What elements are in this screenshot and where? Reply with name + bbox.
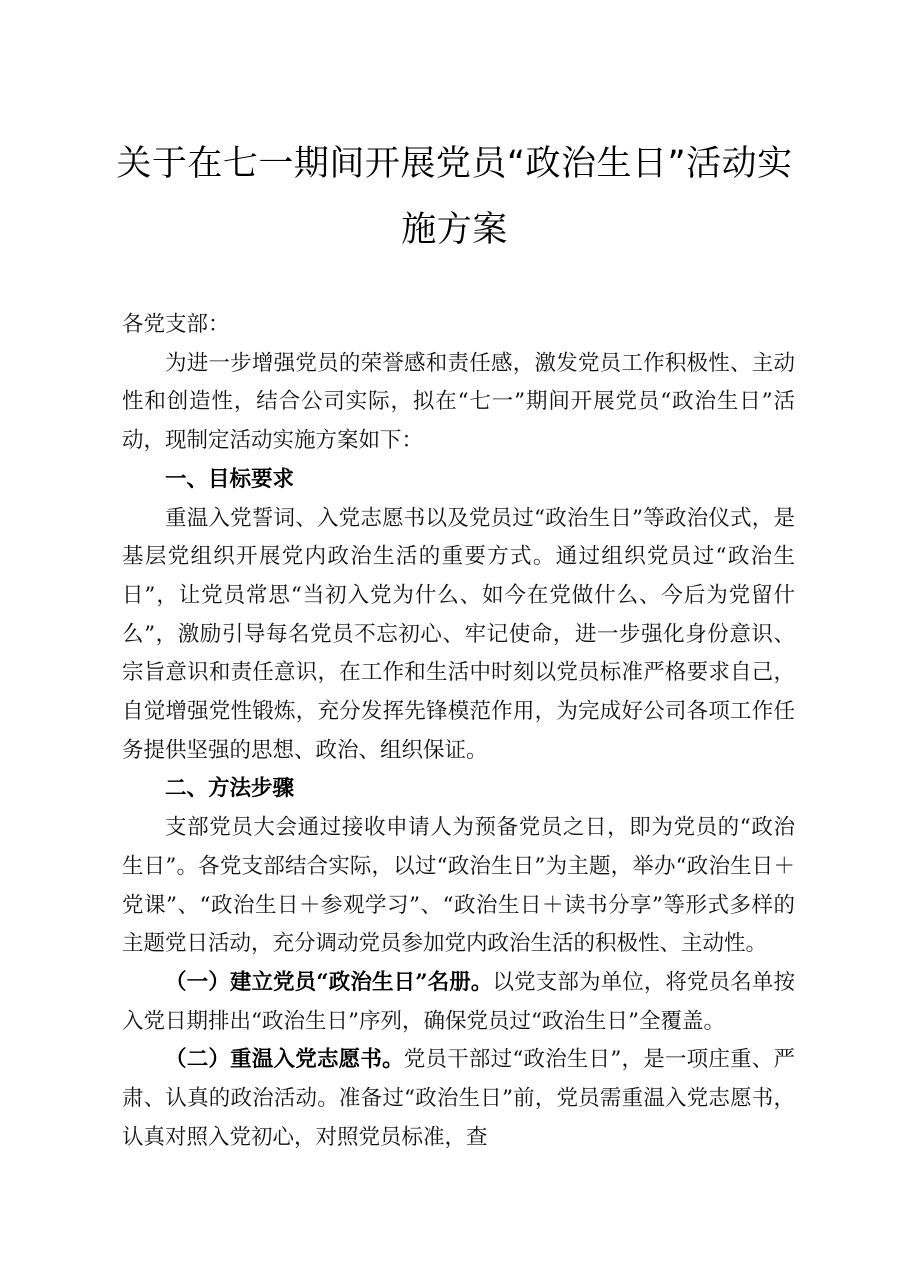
step-item-2-text: 党员干部过“政治生日”，是一项庄重、严肃、认真的政治活动。准备过“政治生日”前，党员需重温入党志愿书，认真对照入党初心，对照党员标准，查: [122, 1047, 795, 1150]
section-heading-steps: 二、方法步骤: [165, 776, 295, 802]
section-heading-goals: 一、目标要求: [165, 466, 295, 492]
salutation: 各党支部：: [122, 312, 230, 337]
goals-paragraph: 重温入党誓词、入党志愿书以及党员过“政治生日”等政治仪式，是基层党组织开展党内政治生活的重要方式。通过组织党员过“政治生日”，让党员常思“当初入党为什么、如今在党做什么、今后为党留什么”，激励引导每名党员不忘初心、牢记使命，进一步强化身份意识、宗旨意识和责任意识，在工作和生活中时刻以党员标准严格要求自己，自觉增强党性锻炼，充分发挥先锋模范作用，为完成好公司各项工作任务提供坚强的思想、政治、组织保证。: [122, 505, 795, 763]
document-title: [0, 142, 909, 252]
step-item-2-lead: （二）重温入党志愿书。: [165, 1047, 404, 1073]
document-body: [122, 306, 795, 1157]
intro-paragraph: 为进一步增强党员的荣誉感和责任感，激发党员工作积极性、主动性和创造性，结合公司实际，拟在“七一”期间开展党员“政治生日”活动，现制定活动实施方案如下：: [122, 350, 795, 454]
steps-paragraph: 支部党员大会通过接收申请人为预备党员之日，即为党员的“政治生日”。各党支部结合实际，以过“政治生日”为主题，举办“政治生日＋党课”、“政治生日＋参观学习”、“政治生日＋读书分享”等形式多样的主题党日活动，充分调动党员参加党内政治生活的积极性、主动性。: [122, 815, 795, 957]
title-line-1: 关于在七一期间开展党员“政治生日”活动实: [116, 144, 793, 184]
step-item-1-text: 以党支部为单位，将党员名单按入党日期排出“政治生日”序列，确保党员过“政治生日”全覆盖。: [122, 969, 795, 1034]
title-line-2: 施方案: [401, 210, 508, 250]
step-item-1: [122, 964, 795, 1041]
step-item-2: [122, 1041, 795, 1157]
step-item-1-lead: （一）建立党员“政治生日”名册。: [165, 969, 493, 995]
